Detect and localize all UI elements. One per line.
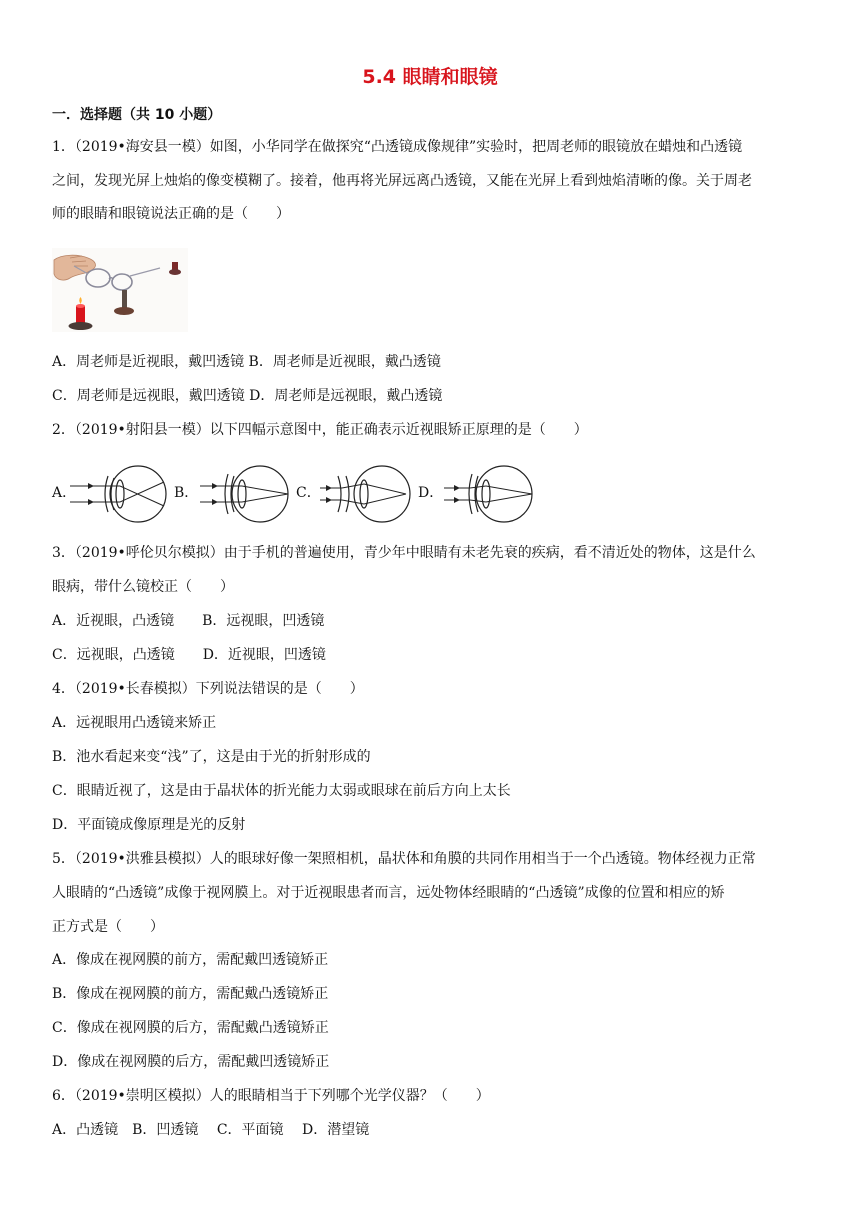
q5-option-b: B．像成在视网膜的前方，需配戴凸透镜矫正	[52, 986, 329, 1002]
q5-stem-line-1: 5．（2019•洪雅县模拟）人的眼球好像一架照相机，晶状体和角膜的共同作用相当于一个凸透镜。物体经视力正常	[52, 851, 756, 867]
q1-stem-line-3: 师的眼睛和眼镜说法正确的是（ ）	[52, 206, 290, 222]
eye-diagram-a	[70, 462, 174, 526]
q5-stem-line-3: 正方式是（ ）	[52, 919, 164, 935]
q5-stem-line-2: 人眼睛的“凸透镜”成像于视网膜上。对于近视眼患者而言，远处物体经眼睛的“凸透镜”成像的位置和相应的矫	[52, 885, 725, 901]
section-heading: 一．选择题（共 10 小题）	[52, 107, 222, 123]
q2-option-b-label: B．	[174, 485, 199, 501]
q5-option-d: D．像成在视网膜的后方，需配戴凹透镜矫正	[52, 1054, 330, 1070]
q4-option-a: A．远视眼用凸透镜来矫正	[52, 715, 217, 731]
q2-option-c-label: C．	[296, 485, 321, 501]
q4-option-d: D．平面镜成像原理是光的反射	[52, 817, 246, 833]
q3-options-line-1: A．近视眼，凸透镜 B．远视眼，凹透镜	[52, 613, 325, 629]
q4-option-b: B．池水看起来变“浅”了，这是由于光的折射形成的	[52, 749, 371, 765]
q6-stem-line-1: 6．（2019•崇明区模拟）人的眼睛相当于下列哪个光学仪器？（ ）	[52, 1088, 490, 1104]
q5-option-a: A．像成在视网膜的前方，需配戴凹透镜矫正	[52, 952, 329, 968]
q3-stem-line-2: 眼病，带什么镜校正（ ）	[52, 579, 234, 595]
q2-stem-line-1: 2．（2019•射阳县一模）以下四幅示意图中，能正确表示近视眼矫正原理的是（ ）	[52, 422, 588, 438]
q6-options-line-1: A．凸透镜 B．凹透镜 C．平面镜 D．潜望镜	[52, 1122, 370, 1138]
eye-diagram-d	[436, 462, 540, 526]
q2-option-a-label: A．	[52, 485, 77, 501]
q3-stem-line-1: 3．（2019•呼伦贝尔模拟）由于手机的普遍使用，青少年中眼睛有未老先衰的疾病，看不清近处的物体，这是什么	[52, 545, 756, 561]
eye-diagram-b	[192, 462, 296, 526]
page-title: 5.4 眼睛和眼镜	[362, 66, 498, 88]
q1-options-line-1: A．周老师是近视眼，戴凹透镜 B．周老师是近视眼，戴凸透镜	[52, 354, 441, 370]
q4-option-c: C．眼睛近视了，这是由于晶状体的折光能力太弱或眼球在前后方向上太长	[52, 783, 511, 799]
q5-option-c: C．像成在视网膜的后方，需配戴凸透镜矫正	[52, 1020, 329, 1036]
q1-options-line-2: C．周老师是远视眼，戴凹透镜 D．周老师是远视眼，戴凸透镜	[52, 388, 443, 404]
q2-option-d-label: D．	[418, 485, 444, 501]
eye-diagram-row	[52, 462, 552, 526]
eye-diagram-c	[314, 462, 418, 526]
candle-glasses-lens-photo	[52, 248, 188, 332]
q4-stem-line-1: 4．（2019•长春模拟）下列说法错误的是（ ）	[52, 681, 364, 697]
q3-options-line-2: C．远视眼，凸透镜 D．近视眼，凹透镜	[52, 647, 326, 663]
q1-stem-line-2: 之间，发现光屏上烛焰的像变模糊了。接着，他再将光屏远离凸透镜，又能在光屏上看到烛焰清晰的像。关于周老	[52, 173, 752, 189]
q1-stem-line-1: 1．（2019•海安县一模）如图，小华同学在做探究“凸透镜成像规律”实验时，把周老师的眼镜放在蜡烛和凸透镜	[52, 139, 743, 155]
